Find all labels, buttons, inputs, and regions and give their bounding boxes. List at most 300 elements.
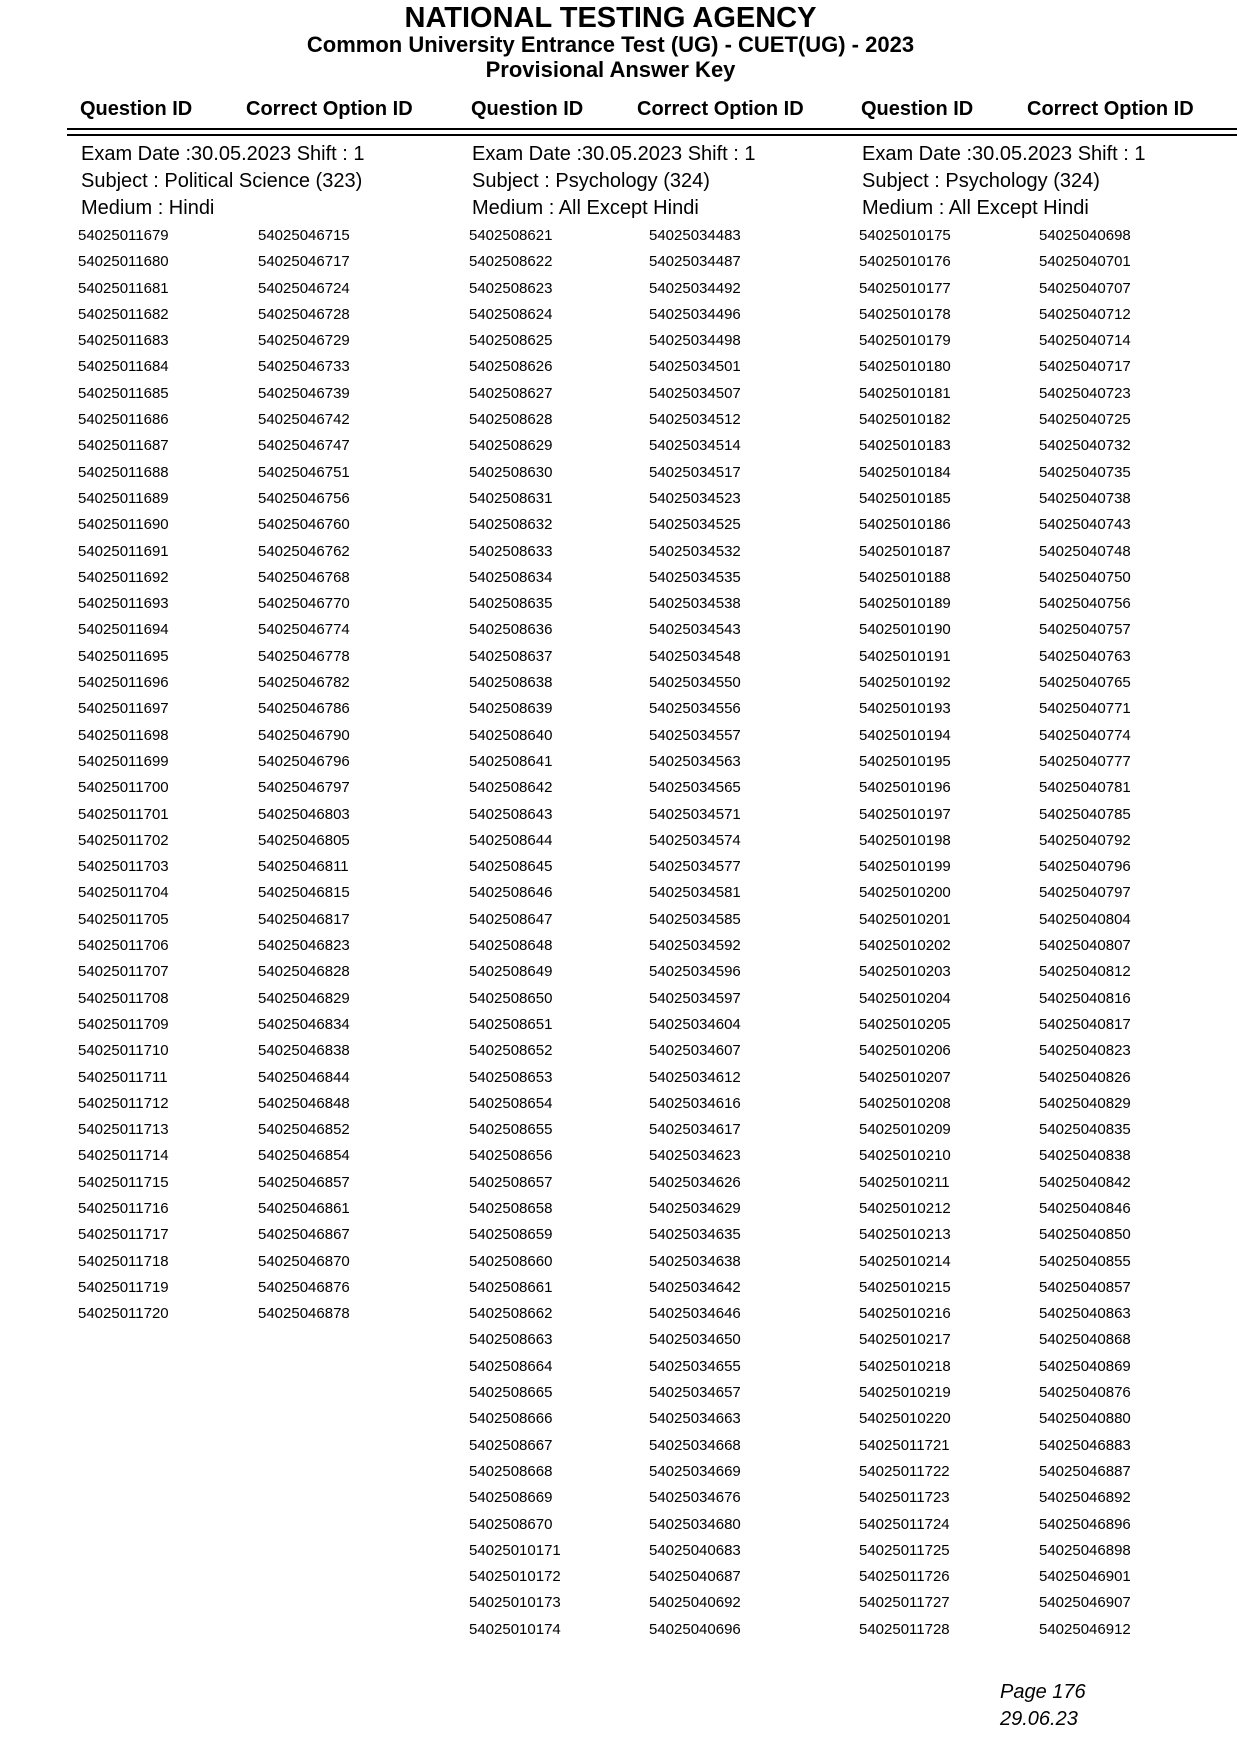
question-id-cell: 54025010179 bbox=[859, 332, 951, 350]
table-row bbox=[78, 591, 468, 617]
correct-option-id-cell: 54025040738 bbox=[1039, 489, 1131, 507]
correct-option-id-cell: 54025034535 bbox=[649, 568, 741, 586]
table-row bbox=[859, 933, 1241, 959]
page-number: Page 176 bbox=[1000, 1681, 1086, 1703]
question-id-cell: 54025010190 bbox=[859, 621, 951, 639]
correct-option-id-cell: 54025034585 bbox=[649, 910, 741, 928]
correct-option-id-cell: 54025034514 bbox=[649, 437, 741, 455]
table-row bbox=[78, 1170, 468, 1196]
table-row bbox=[859, 1117, 1241, 1143]
question-id-cell: 54025011711 bbox=[78, 1068, 168, 1086]
correct-option-id-cell: 54025034512 bbox=[649, 411, 741, 429]
question-id-cell: 54025010173 bbox=[469, 1594, 561, 1612]
correct-option-id-cell: 54025040785 bbox=[1039, 805, 1131, 823]
correct-option-id-cell: 54025040863 bbox=[1039, 1305, 1131, 1323]
table-row bbox=[78, 775, 468, 801]
table-row bbox=[78, 1065, 468, 1091]
correct-option-id-cell: 54025046867 bbox=[258, 1226, 350, 1244]
table-row bbox=[859, 1485, 1241, 1511]
question-id-cell: 54025011686 bbox=[78, 411, 169, 429]
header-divider-bottom bbox=[67, 134, 1237, 136]
correct-option-id-cell: 54025046907 bbox=[1039, 1594, 1131, 1612]
correct-option-id-cell: 54025046828 bbox=[258, 963, 350, 981]
question-id-cell: 54025011691 bbox=[78, 542, 169, 560]
correct-option-id-cell: 54025034607 bbox=[649, 1042, 741, 1060]
column-header-question-id: Question ID bbox=[471, 98, 584, 120]
correct-option-id-cell: 54025040725 bbox=[1039, 411, 1131, 429]
question-id-cell: 54025010191 bbox=[859, 647, 951, 665]
table-row bbox=[78, 1038, 468, 1064]
correct-option-id-cell: 54025046878 bbox=[258, 1305, 350, 1323]
correct-option-id-cell: 54025046834 bbox=[258, 1015, 350, 1033]
table-row bbox=[859, 249, 1241, 275]
question-id-cell: 54025010211 bbox=[859, 1173, 950, 1191]
table-row bbox=[469, 1143, 859, 1169]
answer-rows bbox=[469, 223, 859, 1643]
table-row bbox=[469, 1012, 859, 1038]
table-row bbox=[469, 1459, 859, 1485]
question-id-cell: 54025011697 bbox=[78, 700, 169, 718]
question-id-cell: 54025011726 bbox=[859, 1568, 950, 1586]
question-id-cell: 5402508636 bbox=[469, 621, 553, 639]
page-title: NATIONAL TESTING AGENCY bbox=[404, 2, 817, 34]
table-row bbox=[469, 249, 859, 275]
exam-date-shift: Exam Date :30.05.2023 Shift : 1 bbox=[81, 143, 365, 165]
question-id-cell: 5402508638 bbox=[469, 674, 553, 692]
correct-option-id-cell: 54025034650 bbox=[649, 1331, 741, 1349]
column-header-correct-option-id: Correct Option ID bbox=[246, 98, 413, 120]
table-row bbox=[469, 407, 859, 433]
question-id-cell: 5402508626 bbox=[469, 358, 553, 376]
question-id-cell: 54025010185 bbox=[859, 489, 951, 507]
table-row bbox=[78, 723, 468, 749]
correct-option-id-cell: 54025046854 bbox=[258, 1147, 350, 1165]
question-id-cell: 54025011701 bbox=[78, 805, 169, 823]
correct-option-id-cell: 54025034507 bbox=[649, 384, 741, 402]
correct-option-id-cell: 54025034646 bbox=[649, 1305, 741, 1323]
correct-option-id-cell: 54025040846 bbox=[1039, 1199, 1131, 1217]
table-row bbox=[469, 1170, 859, 1196]
correct-option-id-cell: 54025034663 bbox=[649, 1410, 741, 1428]
question-id-cell: 54025011717 bbox=[78, 1226, 169, 1244]
question-id-cell: 5402508637 bbox=[469, 647, 553, 665]
table-row bbox=[469, 1196, 859, 1222]
question-id-cell: 54025011692 bbox=[78, 568, 169, 586]
table-row bbox=[78, 407, 468, 433]
answer-key-section bbox=[469, 141, 859, 1643]
correct-option-id-cell: 54025034577 bbox=[649, 858, 741, 876]
table-row bbox=[469, 1327, 859, 1353]
question-id-cell: 54025011713 bbox=[78, 1121, 169, 1139]
table-row bbox=[469, 1301, 859, 1327]
table-row bbox=[859, 696, 1241, 722]
correct-option-id-cell: 54025046770 bbox=[258, 595, 350, 613]
correct-option-id-cell: 54025046742 bbox=[258, 411, 350, 429]
table-row bbox=[78, 1301, 468, 1327]
exam-date-shift: Exam Date :30.05.2023 Shift : 1 bbox=[472, 143, 756, 165]
question-id-cell: 54025010184 bbox=[859, 463, 951, 481]
question-id-cell: 5402508660 bbox=[469, 1252, 553, 1270]
table-row bbox=[859, 1091, 1241, 1117]
table-row bbox=[469, 1380, 859, 1406]
table-row bbox=[859, 1433, 1241, 1459]
question-id-cell: 5402508651 bbox=[469, 1015, 553, 1033]
correct-option-id-cell: 54025034642 bbox=[649, 1278, 741, 1296]
question-id-cell: 5402508633 bbox=[469, 542, 553, 560]
table-row bbox=[859, 880, 1241, 906]
correct-option-id-cell: 54025034571 bbox=[649, 805, 741, 823]
question-id-cell: 54025011702 bbox=[78, 831, 169, 849]
table-row bbox=[859, 959, 1241, 985]
question-id-cell: 54025010178 bbox=[859, 305, 951, 323]
question-id-cell: 54025011679 bbox=[78, 227, 169, 244]
table-row bbox=[859, 723, 1241, 749]
table-row bbox=[469, 486, 859, 512]
question-id-cell: 54025011715 bbox=[78, 1173, 169, 1191]
question-id-cell: 54025010204 bbox=[859, 989, 951, 1007]
table-row bbox=[859, 1406, 1241, 1432]
correct-option-id-cell: 54025034657 bbox=[649, 1384, 741, 1402]
table-row bbox=[469, 1222, 859, 1248]
table-row bbox=[78, 276, 468, 302]
question-id-cell: 54025010194 bbox=[859, 726, 951, 744]
question-id-cell: 54025010174 bbox=[469, 1620, 561, 1638]
correct-option-id-cell: 54025040732 bbox=[1039, 437, 1131, 455]
table-row bbox=[859, 407, 1241, 433]
table-row bbox=[469, 1091, 859, 1117]
question-id-cell: 54025010172 bbox=[469, 1568, 561, 1586]
subject: Subject : Political Science (323) bbox=[81, 170, 363, 192]
correct-option-id-cell: 54025046786 bbox=[258, 700, 350, 718]
correct-option-id-cell: 54025034501 bbox=[649, 358, 741, 376]
table-row bbox=[469, 276, 859, 302]
question-id-cell: 54025011699 bbox=[78, 752, 169, 770]
question-id-cell: 54025011684 bbox=[78, 358, 169, 376]
question-id-cell: 54025010193 bbox=[859, 700, 951, 718]
table-row bbox=[78, 1249, 468, 1275]
question-id-cell: 54025011680 bbox=[78, 253, 169, 271]
question-id-cell: 54025010186 bbox=[859, 516, 951, 534]
correct-option-id-cell: 54025040838 bbox=[1039, 1147, 1131, 1165]
correct-option-id-cell: 54025046803 bbox=[258, 805, 350, 823]
question-id-cell: 54025010196 bbox=[859, 779, 951, 797]
question-id-cell: 54025011725 bbox=[859, 1541, 950, 1559]
question-id-cell: 5402508664 bbox=[469, 1357, 553, 1375]
table-row bbox=[469, 696, 859, 722]
question-id-cell: 54025010203 bbox=[859, 963, 951, 981]
question-id-cell: 54025011727 bbox=[859, 1594, 950, 1612]
correct-option-id-cell: 54025034565 bbox=[649, 779, 741, 797]
table-row bbox=[78, 644, 468, 670]
table-row bbox=[859, 1301, 1241, 1327]
question-id-cell: 5402508624 bbox=[469, 305, 553, 323]
question-id-cell: 54025011724 bbox=[859, 1515, 950, 1533]
question-id-cell: 54025010206 bbox=[859, 1042, 951, 1060]
question-id-cell: 54025010171 bbox=[469, 1541, 561, 1559]
table-row bbox=[469, 880, 859, 906]
correct-option-id-cell: 54025034680 bbox=[649, 1515, 741, 1533]
correct-option-id-cell: 54025046715 bbox=[258, 227, 350, 244]
question-id-cell: 54025011706 bbox=[78, 937, 169, 955]
question-id-cell: 54025011682 bbox=[78, 305, 169, 323]
table-row bbox=[859, 1143, 1241, 1169]
column-header-question-id: Question ID bbox=[861, 98, 974, 120]
question-id-cell: 5402508667 bbox=[469, 1436, 553, 1454]
correct-option-id-cell: 54025034581 bbox=[649, 884, 741, 902]
correct-option-id-cell: 54025040792 bbox=[1039, 831, 1131, 849]
table-row bbox=[469, 1564, 859, 1590]
correct-option-id-cell: 54025034597 bbox=[649, 989, 741, 1007]
correct-option-id-cell: 54025046729 bbox=[258, 332, 350, 350]
correct-option-id-cell: 54025046912 bbox=[1039, 1620, 1131, 1638]
table-row bbox=[469, 644, 859, 670]
correct-option-id-cell: 54025040743 bbox=[1039, 516, 1131, 534]
correct-option-id-cell: 54025034548 bbox=[649, 647, 741, 665]
question-id-cell: 54025010182 bbox=[859, 411, 951, 429]
question-id-cell: 5402508648 bbox=[469, 937, 553, 955]
correct-option-id-cell: 54025034638 bbox=[649, 1252, 741, 1270]
correct-option-id-cell: 54025046811 bbox=[258, 858, 349, 876]
correct-option-id-cell: 54025040712 bbox=[1039, 305, 1131, 323]
correct-option-id-cell: 54025040812 bbox=[1039, 963, 1131, 981]
table-row bbox=[469, 1249, 859, 1275]
correct-option-id-cell: 54025034655 bbox=[649, 1357, 741, 1375]
table-row bbox=[469, 381, 859, 407]
table-row bbox=[469, 512, 859, 538]
table-row bbox=[78, 617, 468, 643]
table-row bbox=[859, 802, 1241, 828]
table-row bbox=[859, 1538, 1241, 1564]
question-id-cell: 5402508634 bbox=[469, 568, 553, 586]
correct-option-id-cell: 54025034487 bbox=[649, 253, 741, 271]
question-id-cell: 54025010215 bbox=[859, 1278, 951, 1296]
correct-option-id-cell: 54025046829 bbox=[258, 989, 350, 1007]
correct-option-id-cell: 54025040777 bbox=[1039, 752, 1131, 770]
table-row bbox=[859, 460, 1241, 486]
subject: Subject : Psychology (324) bbox=[862, 170, 1100, 192]
correct-option-id-cell: 54025034612 bbox=[649, 1068, 741, 1086]
table-row bbox=[469, 1617, 859, 1643]
correct-option-id-cell: 54025046774 bbox=[258, 621, 350, 639]
correct-option-id-cell: 54025046782 bbox=[258, 674, 350, 692]
table-row bbox=[859, 907, 1241, 933]
column-header-question-id: Question ID bbox=[80, 98, 193, 120]
correct-option-id-cell: 54025046815 bbox=[258, 884, 350, 902]
question-id-cell: 54025010209 bbox=[859, 1121, 951, 1139]
medium: Medium : Hindi bbox=[81, 197, 215, 219]
correct-option-id-cell: 54025034538 bbox=[649, 595, 741, 613]
correct-option-id-cell: 54025046892 bbox=[1039, 1489, 1131, 1507]
table-row bbox=[469, 1433, 859, 1459]
question-id-cell: 5402508639 bbox=[469, 700, 553, 718]
question-id-cell: 5402508654 bbox=[469, 1094, 553, 1112]
question-id-cell: 54025010219 bbox=[859, 1384, 951, 1402]
table-row bbox=[469, 1065, 859, 1091]
correct-option-id-cell: 54025046756 bbox=[258, 489, 350, 507]
table-row bbox=[469, 591, 859, 617]
question-id-cell: 54025010197 bbox=[859, 805, 951, 823]
correct-option-id-cell: 54025046901 bbox=[1039, 1568, 1131, 1586]
correct-option-id-cell: 54025046797 bbox=[258, 779, 350, 797]
question-id-cell: 54025010199 bbox=[859, 858, 951, 876]
table-row bbox=[859, 1196, 1241, 1222]
correct-option-id-cell: 54025034617 bbox=[649, 1121, 741, 1139]
medium: Medium : All Except Hindi bbox=[862, 197, 1089, 219]
table-row bbox=[859, 1222, 1241, 1248]
correct-option-id-cell: 54025046739 bbox=[258, 384, 350, 402]
table-row bbox=[859, 1380, 1241, 1406]
question-id-cell: 54025010217 bbox=[859, 1331, 951, 1349]
correct-option-id-cell: 54025040756 bbox=[1039, 595, 1131, 613]
correct-option-id-cell: 54025034556 bbox=[649, 700, 741, 718]
table-row bbox=[859, 433, 1241, 459]
correct-option-id-cell: 54025034492 bbox=[649, 279, 741, 297]
table-row bbox=[859, 828, 1241, 854]
exam-title: Common University Entrance Test (UG) - CUET(UG) - 2023 bbox=[306, 32, 915, 57]
document-type: Provisional Answer Key bbox=[485, 57, 736, 82]
question-id-cell: 54025010176 bbox=[859, 253, 951, 271]
question-id-cell: 54025011718 bbox=[78, 1252, 169, 1270]
correct-option-id-cell: 54025046790 bbox=[258, 726, 350, 744]
table-row bbox=[78, 907, 468, 933]
table-row bbox=[78, 223, 468, 249]
correct-option-id-cell: 54025034604 bbox=[649, 1015, 741, 1033]
correct-option-id-cell: 54025034523 bbox=[649, 489, 741, 507]
question-id-cell: 5402508640 bbox=[469, 726, 553, 744]
correct-option-id-cell: 54025046896 bbox=[1039, 1515, 1131, 1533]
correct-option-id-cell: 54025040692 bbox=[649, 1594, 741, 1612]
answer-rows bbox=[78, 223, 468, 1327]
correct-option-id-cell: 54025040771 bbox=[1039, 700, 1131, 718]
answer-key-section bbox=[859, 141, 1241, 1643]
table-row bbox=[469, 854, 859, 880]
question-id-cell: 54025010216 bbox=[859, 1305, 951, 1323]
question-id-cell: 5402508627 bbox=[469, 384, 553, 402]
question-id-cell: 5402508628 bbox=[469, 411, 553, 429]
correct-option-id-cell: 54025046844 bbox=[258, 1068, 350, 1086]
table-row bbox=[859, 591, 1241, 617]
correct-option-id-cell: 54025040796 bbox=[1039, 858, 1131, 876]
question-id-cell: 5402508632 bbox=[469, 516, 553, 534]
question-id-cell: 54025011709 bbox=[78, 1015, 169, 1033]
table-row bbox=[469, 617, 859, 643]
question-id-cell: 54025010175 bbox=[859, 227, 951, 244]
question-id-cell: 5402508635 bbox=[469, 595, 553, 613]
correct-option-id-cell: 54025034525 bbox=[649, 516, 741, 534]
table-row bbox=[469, 1354, 859, 1380]
correct-option-id-cell: 54025046762 bbox=[258, 542, 350, 560]
table-row bbox=[469, 959, 859, 985]
question-id-cell: 54025010180 bbox=[859, 358, 951, 376]
question-id-cell: 54025010177 bbox=[859, 279, 951, 297]
correct-option-id-cell: 54025040816 bbox=[1039, 989, 1131, 1007]
question-id-cell: 54025011688 bbox=[78, 463, 169, 481]
correct-option-id-cell: 54025040750 bbox=[1039, 568, 1131, 586]
question-id-cell: 54025011698 bbox=[78, 726, 169, 744]
correct-option-id-cell: 54025034629 bbox=[649, 1199, 741, 1217]
question-id-cell: 5402508641 bbox=[469, 752, 553, 770]
question-id-cell: 5402508666 bbox=[469, 1410, 553, 1428]
table-row bbox=[859, 276, 1241, 302]
question-id-cell: 5402508650 bbox=[469, 989, 553, 1007]
question-id-cell: 54025010220 bbox=[859, 1410, 951, 1428]
question-id-cell: 5402508644 bbox=[469, 831, 553, 849]
answer-rows bbox=[859, 223, 1241, 1643]
correct-option-id-cell: 54025046768 bbox=[258, 568, 350, 586]
correct-option-id-cell: 54025034616 bbox=[649, 1094, 741, 1112]
question-id-cell: 54025010212 bbox=[859, 1199, 951, 1217]
table-row bbox=[859, 1249, 1241, 1275]
correct-option-id-cell: 54025046870 bbox=[258, 1252, 350, 1270]
table-row bbox=[78, 1091, 468, 1117]
table-row bbox=[469, 775, 859, 801]
question-id-cell: 54025011705 bbox=[78, 910, 169, 928]
correct-option-id-cell: 54025040701 bbox=[1039, 253, 1131, 271]
column-header-correct-option-id: Correct Option ID bbox=[637, 98, 804, 120]
table-row bbox=[469, 1590, 859, 1616]
question-id-cell: 5402508630 bbox=[469, 463, 553, 481]
question-id-cell: 54025011721 bbox=[859, 1436, 950, 1454]
correct-option-id-cell: 54025046805 bbox=[258, 831, 350, 849]
table-row bbox=[859, 302, 1241, 328]
correct-option-id-cell: 54025040826 bbox=[1039, 1068, 1131, 1086]
correct-option-id-cell: 54025040714 bbox=[1039, 332, 1131, 350]
correct-option-id-cell: 54025046861 bbox=[258, 1199, 350, 1217]
correct-option-id-cell: 54025034574 bbox=[649, 831, 741, 849]
correct-option-id-cell: 54025034669 bbox=[649, 1462, 741, 1480]
question-id-cell: 5402508631 bbox=[469, 489, 553, 507]
table-row bbox=[859, 1327, 1241, 1353]
correct-option-id-cell: 54025040707 bbox=[1039, 279, 1131, 297]
table-row bbox=[859, 775, 1241, 801]
table-row bbox=[78, 1196, 468, 1222]
question-id-cell: 54025010181 bbox=[859, 384, 951, 402]
table-row bbox=[859, 617, 1241, 643]
answer-key-section bbox=[78, 141, 468, 1327]
question-id-cell: 54025011728 bbox=[859, 1620, 950, 1638]
correct-option-id-cell: 54025040723 bbox=[1039, 384, 1131, 402]
correct-option-id-cell: 54025034498 bbox=[649, 332, 741, 350]
correct-option-id-cell: 54025040817 bbox=[1039, 1015, 1131, 1033]
correct-option-id-cell: 54025040804 bbox=[1039, 910, 1131, 928]
question-id-cell: 54025011720 bbox=[78, 1305, 169, 1323]
correct-option-id-cell: 54025046838 bbox=[258, 1042, 350, 1060]
question-id-cell: 5402508658 bbox=[469, 1199, 553, 1217]
question-id-cell: 54025011722 bbox=[859, 1462, 950, 1480]
table-row bbox=[469, 1538, 859, 1564]
table-row bbox=[859, 1354, 1241, 1380]
question-id-cell: 54025010183 bbox=[859, 437, 951, 455]
correct-option-id-cell: 54025034532 bbox=[649, 542, 741, 560]
correct-option-id-cell: 54025040850 bbox=[1039, 1226, 1131, 1244]
question-id-cell: 54025010189 bbox=[859, 595, 951, 613]
question-id-cell: 54025010201 bbox=[859, 910, 951, 928]
table-row bbox=[78, 249, 468, 275]
medium: Medium : All Except Hindi bbox=[472, 197, 699, 219]
correct-option-id-cell: 54025040717 bbox=[1039, 358, 1131, 376]
question-id-cell: 54025011685 bbox=[78, 384, 169, 402]
question-id-cell: 5402508670 bbox=[469, 1515, 553, 1533]
correct-option-id-cell: 54025040869 bbox=[1039, 1357, 1131, 1375]
correct-option-id-cell: 54025046887 bbox=[1039, 1462, 1131, 1480]
question-id-cell: 54025010213 bbox=[859, 1226, 951, 1244]
table-row bbox=[859, 1564, 1241, 1590]
table-row bbox=[859, 1275, 1241, 1301]
question-id-cell: 5402508659 bbox=[469, 1226, 553, 1244]
correct-option-id-cell: 54025046876 bbox=[258, 1278, 350, 1296]
correct-option-id-cell: 54025046823 bbox=[258, 937, 350, 955]
question-id-cell: 5402508622 bbox=[469, 253, 553, 271]
